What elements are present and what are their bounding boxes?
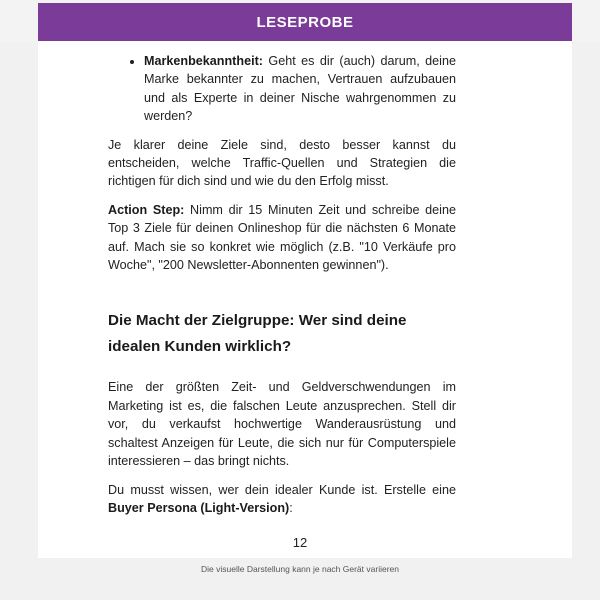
action-step-text: Nimm dir 15 Minuten Zeit und schreibe deine Top 3 Ziele für deinen Onlineshop für die nächsten 6 Monate auf. Mach sie so konkret wie möglich (z.B. "10 Verkäufe pro Woche", "200 Newsletter-Abonnenten gewinnen"). — [108, 202, 456, 273]
page-content — [108, 52, 456, 527]
buyer-persona-term: Buyer Persona (Light-Version) — [108, 500, 290, 515]
footer-note: Die visuelle Darstellung kann je nach Gerät variieren — [201, 564, 399, 574]
paragraph-target-audience-text: Eine der größten Zeit- und Geldverschwendungen im Marketing ist es, die falschen Leute anzusprechen. Stell dir vor, du verkaufst hochwertige Wanderausrüstung und schaltest Anzeigen für Leute, die sich nur für Computerspiele interessieren – das bringt nichts. — [108, 380, 456, 469]
bullet-list — [108, 52, 456, 126]
section-heading: Die Macht der Zielgruppe: Wer sind deine idealen Kunden wirklich? — [108, 312, 407, 356]
paragraph-buyer-persona — [108, 481, 456, 518]
header-bar — [38, 3, 572, 41]
list-item — [144, 52, 456, 126]
action-step-paragraph — [108, 201, 456, 275]
header-banner — [0, 0, 600, 42]
page-number: 12 — [292, 535, 308, 550]
action-step-label: Action Step: — [108, 202, 185, 217]
bullet-text: Geht es dir (auch) darum, deine Marke bekannter zu machen, Vertrauen aufzubauen und als Experte in deiner Nische wahrgenommen zu werden? — [144, 54, 456, 124]
buyer-persona-colon: : — [289, 500, 293, 515]
paragraph-target-audience — [108, 378, 456, 470]
paragraph-goals — [108, 136, 456, 191]
header-title: LESEPROBE — [256, 13, 354, 31]
buyer-persona-intro: Du musst wissen, wer dein idealer Kunde ist. Erstelle eine — [108, 482, 456, 497]
paragraph-goals-text: Je klarer deine Ziele sind, desto besser kannst du entscheiden, welche Traffic-Quellen und Strategien die richtigen für dich sind und wie du den Erfolg misst. — [108, 137, 456, 189]
bullet-label: Markenbekanntheit: — [144, 54, 263, 68]
